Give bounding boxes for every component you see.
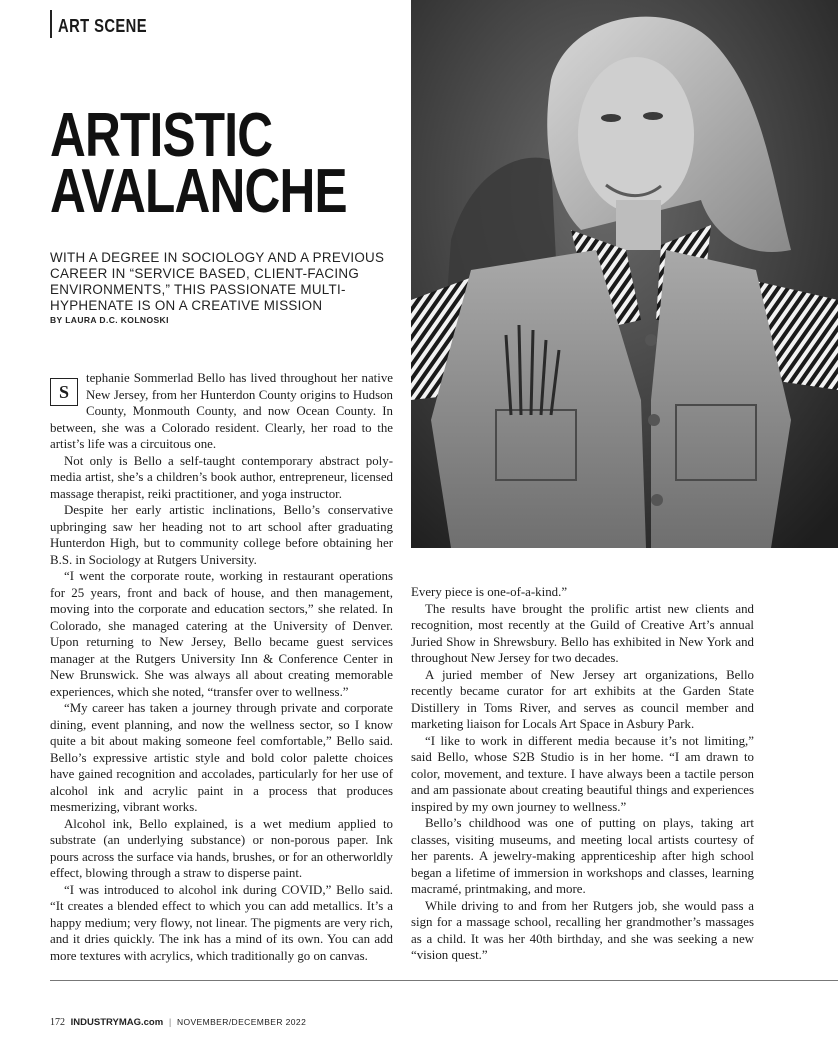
headline-line-1: ARTISTIC <box>50 101 273 170</box>
article-paragraph: “I like to work in different media because it’s not limiting,” said Bello, whose S2B Studio is in her home. “I am drawn to color, movement, and texture. I have always been a tactile person and am passionate about creating beautiful things and experiences inspired by my own journey to wellness.” <box>411 733 754 814</box>
article-paragraph <box>50 370 393 453</box>
article-paragraph: Despite her early artistic inclinations, Bello’s conservative upbringing saw her heading not to art school after graduating Hunterdon High, but to community college before obtaining her B.S. in Sociology at Rutgers University. <box>50 503 393 567</box>
section-divider <box>50 10 52 38</box>
article-paragraph: The results have brought the prolific artist new clients and recognition, most recently at the Guild of Creative Art’s annual Juried Show in Shrewsbury. Bello has exhibited in New York and throughout New Jersey for two decades. <box>411 601 754 665</box>
article-paragraph: Every piece is one-of-a-kind.” <box>411 585 568 599</box>
paragraph-text: tephanie Sommerlad Bello has lived throughout her native New Jersey, from her Hunterdon County origins to Hudson County, Monmouth County, and now Ocean County. In between, she was a Colorado resident. Clearly, her road to the artist’s life was a circuitous one. <box>50 371 393 451</box>
article-paragraph: Alcohol ink, Bello explained, is a wet medium applied to substrate (an underlying substance) or non-porous paper. Ink pours across the surface via hands, brushes, or for an otherworldly effect, blowing through a straw to disperse paint. <box>50 816 393 880</box>
section-label: ART SCENE <box>58 16 147 36</box>
footer-separator: | <box>168 1017 172 1028</box>
byline: BY LAURA D.C. KOLNOSKI <box>50 315 169 325</box>
page-number: 172 <box>50 1017 65 1028</box>
issue-date: NOVEMBER/DECEMBER 2022 <box>176 1017 307 1027</box>
site-name: INDUSTRYMAG.com <box>70 1017 164 1028</box>
headline-line-2: AVALANCHE <box>50 157 347 226</box>
footer-rule <box>50 980 838 981</box>
article-column-right <box>411 584 754 964</box>
portrait-photo-graphic <box>411 0 838 548</box>
drop-cap: S <box>50 378 78 406</box>
article-paragraph: Not only is Bello a self-taught contemporary abstract poly-media artist, she’s a children’s book author, entrepreneur, licensed massage therapist, reiki practitioner, and yoga instructor. <box>50 453 393 501</box>
portrait-photo <box>411 0 838 548</box>
headline <box>50 101 347 226</box>
article-paragraph: While driving to and from her Rutgers job, she would pass a sign for a massage school, recalling her grandmother’s massages as a child. It was her 40th birthday, and she was seeking a new “vision quest.” <box>411 898 754 962</box>
page-footer <box>50 1017 306 1028</box>
article-paragraph: A juried member of New Jersey art organizations, Bello recently became curator for art exhibits at the Garden State Distillery in Toms River, and serves as council member and marketing liaison for Locals Art Space in Asbury Park. <box>411 667 754 731</box>
article-paragraph: “I was introduced to alcohol ink during COVID,” Bello said. “It creates a blended effect to which you can add metallics. It’s a happy medium; very flowy, not linear. The pigments are very rich, and it dries quickly. The ink has a mind of its own. You can add more textures with acrylics, which traditionally go on canvas. <box>50 882 393 963</box>
article-paragraph: “I went the corporate route, working in restaurant operations for 25 years, front and back of house, and then management, moving into the corporate and education sectors,” she related. In Colorado, she managed catering at the University of Denver. Upon returning to New Jersey, Bello became guest services manager at the Rutgers University Inn & Conference Center in New Brunswick. She was always all about creating memorable experiences, which she noted, “transfer over to wellness.” <box>50 569 393 699</box>
article-column-left <box>50 370 393 964</box>
article-paragraph: “My career has taken a journey through private and corporate dining, event planning, and now the wellness sector, so I know quite a bit about making someone feel comfortable,” Bello said. Bello’s expressive artistic style and bold color palette choices have gained recognition and accolades, particularly for her use of alcohol ink and acrylic paint in a process that produces mesmerizing, vibrant works. <box>50 701 393 814</box>
deck-subheading: WITH A DEGREE IN SOCIOLOGY AND A PREVIOUS CAREER IN “SERVICE BASED, CLIENT-FACING ENVIRONMENTS,” THIS PASSIONATE MULTI-HYPHENATE IS ON A CREATIVE MISSION <box>50 250 385 313</box>
article-paragraph: Bello’s childhood was one of putting on plays, taking art classes, visiting museums, and meeting local artists courtesy of her parents. A jewelry-making apprenticeship after high school began a lifetime of immersion in workshops and classes, learning macramé, printmaking, and more. <box>411 816 754 896</box>
